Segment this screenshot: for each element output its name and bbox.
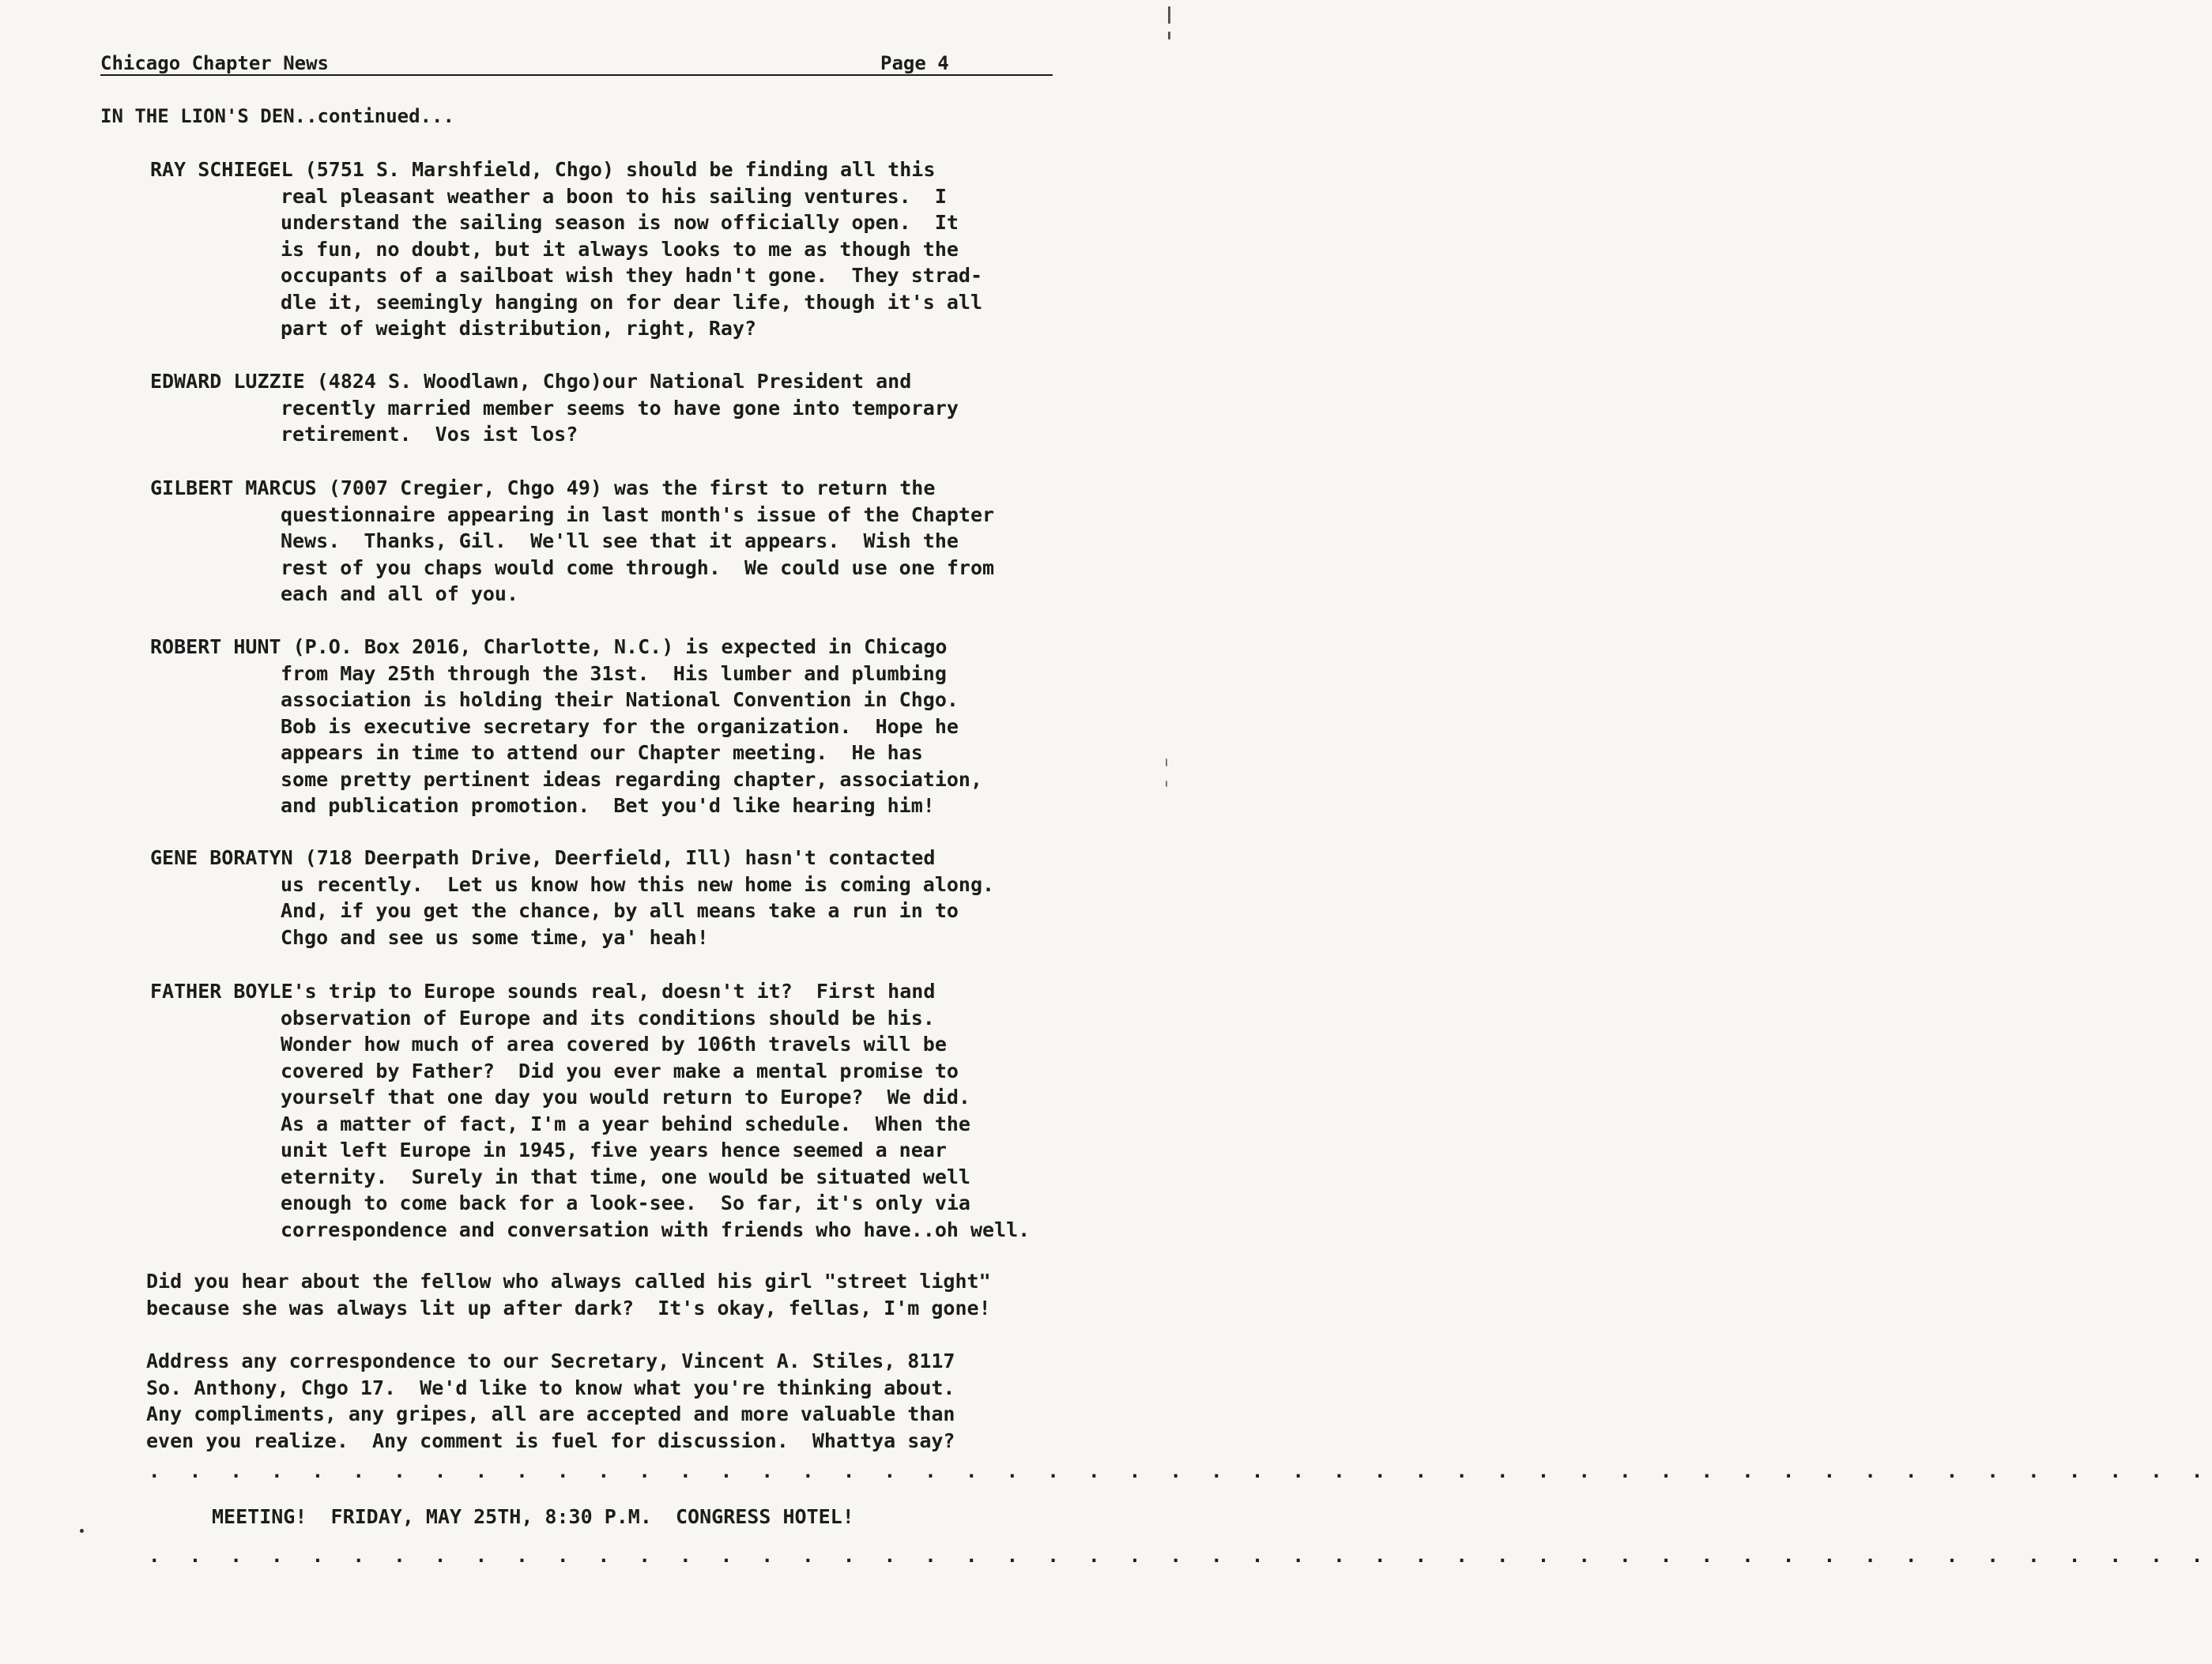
address-paragraph bbox=[146, 1348, 1110, 1454]
paragraph-line: because she was always lit up after dark? It's okay, fellas, I'm gone! bbox=[146, 1296, 991, 1320]
paragraph-line: Any compliments, any gripes, all are accepted and more valuable than bbox=[146, 1402, 955, 1425]
entry-line: dle it, seemingly hanging on for dear life, though it's all bbox=[281, 290, 983, 314]
entry-gene-boratyn bbox=[150, 845, 1098, 951]
scan-mark bbox=[1166, 781, 1167, 787]
entry-line: some pretty pertinent ideas regarding chapter, association, bbox=[281, 767, 983, 791]
entry-ray-schiegel bbox=[150, 156, 1098, 342]
header-rule bbox=[100, 74, 1053, 76]
entry-line: covered by Father? Did you ever make a mental promise to bbox=[281, 1059, 959, 1082]
entry-line: EDWARD LUZZIE (4824 S. Woodlawn, Chgo)our National President and bbox=[150, 370, 912, 393]
entry-line: unit left Europe in 1945, five years hence seemed a near bbox=[281, 1139, 947, 1161]
page-number: Page 4 bbox=[880, 52, 949, 74]
paragraph-line: Address any correspondence to our Secretary, Vincent A. Stiles, 8117 bbox=[146, 1350, 955, 1372]
entry-line: yourself that one day you would return to Europe? We did. bbox=[281, 1086, 970, 1109]
page-header bbox=[100, 52, 1053, 76]
entry-gilbert-marcus bbox=[150, 475, 1098, 608]
entry-edward-luzzie bbox=[150, 368, 1098, 448]
entry-line: each and all of you. bbox=[281, 582, 519, 605]
entry-father-boyle bbox=[150, 978, 1098, 1243]
entry-line: retirement. Vos ist los? bbox=[281, 423, 578, 446]
entry-line: us recently. Let us know how this new home is coming along. bbox=[281, 872, 995, 896]
meeting-announcement: MEETING! FRIDAY, MAY 25TH, 8:30 P.M. CONGRESS HOTEL! bbox=[212, 1505, 854, 1528]
entry-line: enough to come back for a look-see. So far, it's only via bbox=[281, 1192, 970, 1214]
entry-line: Wonder how much of area covered by 106th travels will be bbox=[281, 1033, 947, 1056]
entry-line: rest of you chaps would come through. We could use one from bbox=[281, 555, 995, 579]
scan-mark bbox=[80, 1529, 84, 1533]
entry-line: association is holding their National Convention in Chgo. bbox=[281, 688, 959, 711]
dotted-divider-top: . . . . . . . . . . . . . . . . . . . . . . . . . . . . . . . . . . . . . . . . . . . . . . . . . . . bbox=[149, 1460, 2212, 1482]
entry-line: observation of Europe and its conditions should be his. bbox=[281, 1006, 935, 1030]
entry-line: part of weight distribution, right, Ray? bbox=[281, 317, 757, 340]
paragraph-line: So. Anthony, Chgo 17. We'd like to know what you're thinking about. bbox=[146, 1376, 955, 1399]
dotted-divider-bottom: . . . . . . . . . . . . . . . . . . . . . . . . . . . . . . . . . . . . . . . . . . . . . . . . . . . bbox=[149, 1545, 2212, 1567]
scan-mark bbox=[1168, 6, 1170, 24]
entry-line: understand the sailing season is now officially open. It bbox=[281, 211, 959, 234]
entry-line: Bob is executive secretary for the organization. Hope he bbox=[281, 714, 959, 738]
entry-line: real pleasant weather a boon to his sailing ventures. I bbox=[281, 184, 947, 208]
paragraph-line: Did you hear about the fellow who always called his girl "street light" bbox=[146, 1270, 991, 1293]
entry-line: Chgo and see us some time, ya' heah! bbox=[281, 925, 709, 949]
entry-line: RAY SCHIEGEL (5751 S. Marshfield, Chgo) should be finding all this bbox=[150, 158, 936, 181]
paragraph-line: even you realize. Any comment is fuel for discussion. Whattya say? bbox=[146, 1429, 955, 1452]
entry-line: is fun, no doubt, but it always looks to me as though the bbox=[281, 237, 959, 261]
entry-line: And, if you get the chance, by all means take a run in to bbox=[281, 899, 959, 922]
entry-line: As a matter of fact, I'm a year behind schedule. When the bbox=[281, 1112, 970, 1135]
entry-line: GILBERT MARCUS (7007 Cregier, Chgo 49) was the first to return the bbox=[150, 476, 936, 499]
entry-line: eternity. Surely in that time, one would be situated well bbox=[281, 1165, 970, 1188]
scan-mark bbox=[1166, 759, 1167, 766]
entry-line: occupants of a sailboat wish they hadn't gone. They strad- bbox=[281, 264, 983, 287]
entry-line: appears in time to attend our Chapter meeting. He has bbox=[281, 741, 923, 764]
scan-mark bbox=[1168, 32, 1170, 40]
entry-line: ROBERT HUNT (P.O. Box 2016, Charlotte, N.C.) is expected in Chicago bbox=[150, 635, 948, 658]
joke-paragraph bbox=[146, 1268, 1110, 1321]
entry-line: GENE BORATYN (718 Deerpath Drive, Deerfield, Ill) hasn't contacted bbox=[150, 846, 936, 869]
section-heading: IN THE LION'S DEN..continued... bbox=[100, 105, 454, 127]
entry-line: News. Thanks, Gil. We'll see that it appears. Wish the bbox=[281, 529, 959, 552]
newsletter-title: Chicago Chapter News bbox=[100, 52, 329, 74]
entry-line: and publication promotion. Bet you'd like hearing him! bbox=[281, 794, 935, 817]
entry-line: FATHER BOYLE's trip to Europe sounds real, doesn't it? First hand bbox=[150, 980, 936, 1003]
entry-line: from May 25th through the 31st. His lumber and plumbing bbox=[281, 661, 947, 685]
entry-line: correspondence and conversation with friends who have..oh well. bbox=[281, 1218, 1031, 1241]
entry-line: questionnaire appearing in last month's issue of the Chapter bbox=[281, 503, 995, 526]
entry-line: recently married member seems to have gone into temporary bbox=[281, 396, 959, 420]
entry-robert-hunt bbox=[150, 634, 1098, 819]
